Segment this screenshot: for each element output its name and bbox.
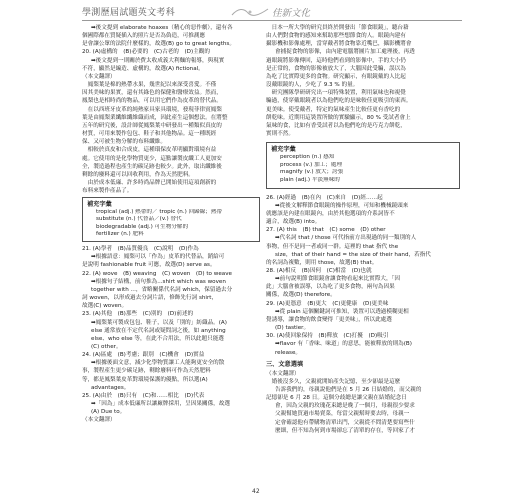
text-line: 不符，顯然是編造、虛構的，故選(A) fictional。 bbox=[82, 65, 204, 72]
text-line: 由人們對食物的感知來幫助那些想節食的人。眼鏡內建有 bbox=[266, 33, 406, 40]
text-line: 21. (A)學者 (B)品質優良 (C)說明 (D)作為 bbox=[82, 246, 199, 253]
text-line: 沒戴眼鏡的人，少吃了 9.3 % 的量。 bbox=[266, 82, 359, 89]
text-line: 告訴我們的，母親說他們是在 5 月 26 日結婚的，而父親的 bbox=[275, 387, 422, 393]
text-line: together with ...，省略關係代名詞 which，保留過去分 bbox=[91, 286, 233, 293]
text-line: 全，製造過程也產生的碳足跡也較少。此外，取出纖維後 bbox=[82, 163, 222, 170]
text-line: ➡代名詞 that / those 可代指前方出現過的同一類別的人 bbox=[275, 235, 417, 242]
text-line: 是會讓公眾的法院什麼樣的，故選(B) go to great lengths。 bbox=[82, 41, 235, 48]
text-line: 處。它使用的是化學物質更少，這點讓製皮纖工人更加安 bbox=[82, 155, 222, 162]
decorative-flourish-icon bbox=[230, 6, 270, 18]
header-title: 學測歷屆試題英文考科 bbox=[82, 8, 176, 18]
text-line: perception (n.) 感知 bbox=[280, 154, 335, 161]
text-line: 故選(C) woven。 bbox=[82, 303, 128, 310]
right-translation-block bbox=[266, 24, 460, 138]
text-line: 30. (A)使回象保持 (B)釋放 (C)打擾 (D)吸引 bbox=[266, 333, 389, 340]
text-line: ➡flavor 有「香味、味道」的意思，能被釋放的則為(B) bbox=[275, 341, 412, 348]
text-line: （本文翻譯） bbox=[82, 73, 116, 80]
text-line: 五年的研究後，設計師從鳳梨葉中研發出一種類似真皮的 bbox=[82, 122, 222, 129]
text-line: 22. (A) wove (B) weaving (C) woven (D) to weave bbox=[82, 270, 232, 277]
text-line: ➡後文提到 elaborate hoaxes（精心的惡作劇），還有各 bbox=[91, 25, 233, 31]
text-line: else 通常放在不定代名詞或疑問詞之後，如 anything bbox=[91, 327, 226, 334]
text-line: 29. (A)更憑意 (B)更大 (C)更健康 (D)更美味 bbox=[266, 300, 389, 307]
vocab-box-title: 補充字彙 bbox=[87, 201, 112, 209]
text-line: 24. (A)區處 (B)考慮；跟別 (C)機會 (D)實益 bbox=[82, 352, 205, 359]
header-rule bbox=[82, 20, 462, 21]
text-line: 記憶卻是 6 月 28 日。這個分歧總是讓父親在結婚紀念日 bbox=[266, 395, 407, 402]
text-line: 為吃了比實際更多的食物。研究顯示，有眼鏡戴的人比起 bbox=[266, 73, 406, 80]
text-line: 適合，故選(B) into。 bbox=[266, 219, 321, 226]
text-line: 麼細，但不知為何到市場卻忘了清單的存在，等回家了才 bbox=[275, 427, 415, 434]
text-line: ➡從 plain 這個關鍵詞可推知，裝置可以透過模糊更相 bbox=[275, 308, 409, 315]
text-line: 覺誘導，讓食物的飲食變得「更美味」，所以此處選 bbox=[266, 316, 392, 323]
text-line: 此」大腦會被誤導，以為吃了更多食物，兩句為因果 bbox=[266, 284, 395, 291]
text-line: substitute (n.) 代替品／(v.) 替代 bbox=[96, 216, 182, 223]
text-line: 鳳梨也是相時尚的物品，可以用它們作為皮革的替代品。 bbox=[82, 98, 222, 105]
text-line: 的名詞為複數，則用 those，故選(B) that。 bbox=[266, 259, 378, 266]
text-line: 由於成本低廉、許多時尚品牌已開始使用這項創新的 bbox=[82, 179, 217, 186]
text-line: ➡根據句子結構，前句推為...shirt which was woven bbox=[91, 278, 226, 285]
text-line: process (v.) 加工；處理 bbox=[280, 161, 343, 168]
text-line: 關係，故選(D) therefore。 bbox=[266, 292, 336, 299]
section-heading: 三、文意選填 bbox=[266, 360, 304, 368]
text-line: ➡鳳梨葉可製成包包、鞋子，以及「別的」紡織品。(A) bbox=[91, 319, 227, 326]
text-line: 葉是由鳳梨業纖維纖維織而成，因此產生這個想法。在將整 bbox=[82, 114, 228, 121]
text-line: (A) Due to。 bbox=[91, 409, 126, 416]
text-line: 餅乾味。近期用這裝置所做的實驗顯示，80 % 受試者會上 bbox=[266, 114, 411, 121]
right-answer-block bbox=[266, 194, 460, 357]
text-line: （本文翻譯） bbox=[82, 417, 116, 424]
reference-vocab-title: 補充字彙 bbox=[271, 146, 296, 154]
text-line: ➡後文提到一則關於費太收成義大利麵的報導，與現實 bbox=[91, 57, 225, 64]
reference-vocab-box bbox=[266, 142, 460, 188]
text-line: 研究團隊學研研究出一項特殊裝置，利用氣味也和視覺 bbox=[266, 90, 406, 97]
text-line: 27. (A) this (B) that (C) some (D) other bbox=[266, 227, 386, 234]
translation-label: （本文翻譯） bbox=[266, 370, 300, 377]
reference-vocab-list bbox=[271, 154, 455, 184]
text-line: 保、又可被生物分解的布料纖維。 bbox=[82, 139, 166, 146]
text-line: 攝影機和影像處理，當穿戴者將食物靠近嘴巴，攝影機將會 bbox=[266, 41, 412, 48]
text-line: 26. (A)經過 (B)在內 (C)來自 (D)經……起 bbox=[266, 194, 383, 201]
left-answer-block bbox=[82, 245, 260, 424]
vocab-box bbox=[82, 197, 260, 242]
text-line: 會捕捉食物的影像，由內建電腦將圖片加工處理後，再透 bbox=[275, 49, 415, 56]
text-line: size，that of their hand = the size of their hand，若指代 bbox=[275, 251, 431, 258]
text-line: else、who else 等，在此不合用法，所以此題只能選 bbox=[91, 335, 224, 342]
running-header bbox=[82, 4, 462, 20]
text-line: 騙過，使穿戴眼鏡者以為他們吃的是味較佳更吸引的東西。 bbox=[266, 98, 412, 105]
text-line: 實則不然。 bbox=[266, 131, 294, 138]
text-line: 個國際都在質疑插入的照片是否為偽造，可推測應 bbox=[82, 33, 206, 40]
text-line: 是正常的，食物的影像被放大了，大腦因此受騙，誤以為 bbox=[266, 65, 406, 72]
text-line: (D) tastier。 bbox=[275, 325, 310, 332]
text-line: ➡前句說明節食眼鏡會讓食物看起來比實際大，「因 bbox=[275, 276, 400, 283]
text-line: 日本一所大學的研究員終於開發出「節食眼鏡」，聽台藉 bbox=[266, 25, 409, 31]
text-line: 等，都是鳳梨葉皮革對環境保護的優點，所以選(A) bbox=[82, 376, 208, 383]
text-line: 相較於真皮和合成皮，這種環保皮革明顯對環境有益 bbox=[82, 147, 217, 154]
text-line: fertilizer (n.) 肥料 bbox=[96, 230, 144, 237]
text-line: 會，因為父親的玫瑰花束總是晚了一個月，母親很少要求 bbox=[275, 403, 415, 410]
text-line: 在以西班牙皮革的純熱家具家具環境，發現菲律賓鳳梨 bbox=[82, 106, 222, 113]
page-number: 42 bbox=[252, 488, 260, 495]
text-line: 父親幫她買過市場賣菜，每當父親幫時要去時，母親一 bbox=[275, 411, 410, 418]
text-line: release。 bbox=[275, 349, 301, 356]
text-line: 婚後沒多久，父親就開始產失記憶，至少卻最是這麼 bbox=[266, 378, 401, 385]
left-text-block bbox=[82, 24, 260, 195]
section-text-block bbox=[266, 378, 460, 435]
text-line: biodegradable (adj.) 可生物分解的 bbox=[96, 223, 189, 230]
text-line: 事物，但不是同一者或同一群。這裡的 that 指代 the bbox=[266, 243, 399, 250]
text-line: 過眼鏡將影像傳回，這時他們看到的影像中，手的大小仍 bbox=[266, 57, 406, 64]
text-line: 詞 woven，以形成過去分詞片語，修飾先行詞 shirt， bbox=[82, 295, 218, 302]
text-line: advantages。 bbox=[91, 384, 130, 391]
right-column bbox=[266, 24, 460, 435]
left-column bbox=[82, 24, 260, 425]
text-line: tropical (adj.) 熱帶的／ tropic (n.) 回歸線；熱帶 bbox=[96, 209, 223, 216]
text-line: 鳳梨葉是棉的熱帶水果，幾世紀以來深受喜愛。不僅 bbox=[82, 82, 217, 89]
text-line: 氣味的食，比如有香受試者以為他們吃的是巧克力餅乾， bbox=[266, 122, 406, 129]
publisher-logo: 佳新文化 bbox=[272, 8, 311, 19]
text-line: 剩餘的廢料還可以回收利用，作為天然肥料。 bbox=[82, 171, 194, 178]
text-line: ➡根據後面文意，減少化學物質讓工人能夠更安全的散 bbox=[91, 360, 225, 367]
text-line: 事，製程產生更少碳足跡，剩餘廢料可作為天然肥料 bbox=[82, 368, 211, 375]
text-line: magnify (v.) 放大；誇張 bbox=[280, 169, 344, 176]
vocab-list bbox=[87, 209, 255, 238]
text-line: ➡根據語意：鳳梨可以「作為」皮革的代替品，銷給可 bbox=[91, 254, 225, 261]
text-line: 材質，可用來製作包包、鞋子和其他物品。這一種既經 bbox=[82, 131, 217, 138]
text-line: plain (adj.) 平淡無味的 bbox=[280, 176, 340, 183]
text-line: 定會確認他有帶購物清單出門，父親從不問清楚要寫些什 bbox=[275, 419, 415, 426]
text-line: ➡「因為」成本低廉所以讓廠牌採用，呈因果關係，故選 bbox=[91, 401, 230, 408]
text-line: 20. (A)虛構的 (B)必要的 (C)古老的 (D)主觀的 bbox=[82, 49, 210, 56]
text-line: 因其美味的果實，還有其綠色的保健和醫療效益。然而， bbox=[82, 90, 222, 97]
text-line: ➡從後文解釋節食眼鏡的操作原理，可知和機械鏡頭來 bbox=[275, 202, 409, 209]
text-line: 是說明 fashionable fruit 可應，故選(D) serve as。 bbox=[82, 262, 216, 269]
text-line: 就應該是內建在眼鏡內，由於其他選項的介系詞皆不 bbox=[266, 210, 395, 217]
text-line: 23. (A)其他 (B)那些 (C)別的 (D)前述的 bbox=[82, 311, 194, 318]
text-line: 更美味。使受戴者，特定的氣味產生比較佳更有香吃的 bbox=[266, 106, 401, 113]
text-line: (C) other。 bbox=[91, 343, 122, 350]
text-line: 布料來製作產品了。 bbox=[82, 188, 133, 195]
text-line: 28. (A)相反 (B)因何 (C)相當 (D)也就 bbox=[266, 267, 372, 274]
text-line: 25. (A)由於 (B)只有 (C)和……相比 (D)代表 bbox=[82, 392, 205, 399]
